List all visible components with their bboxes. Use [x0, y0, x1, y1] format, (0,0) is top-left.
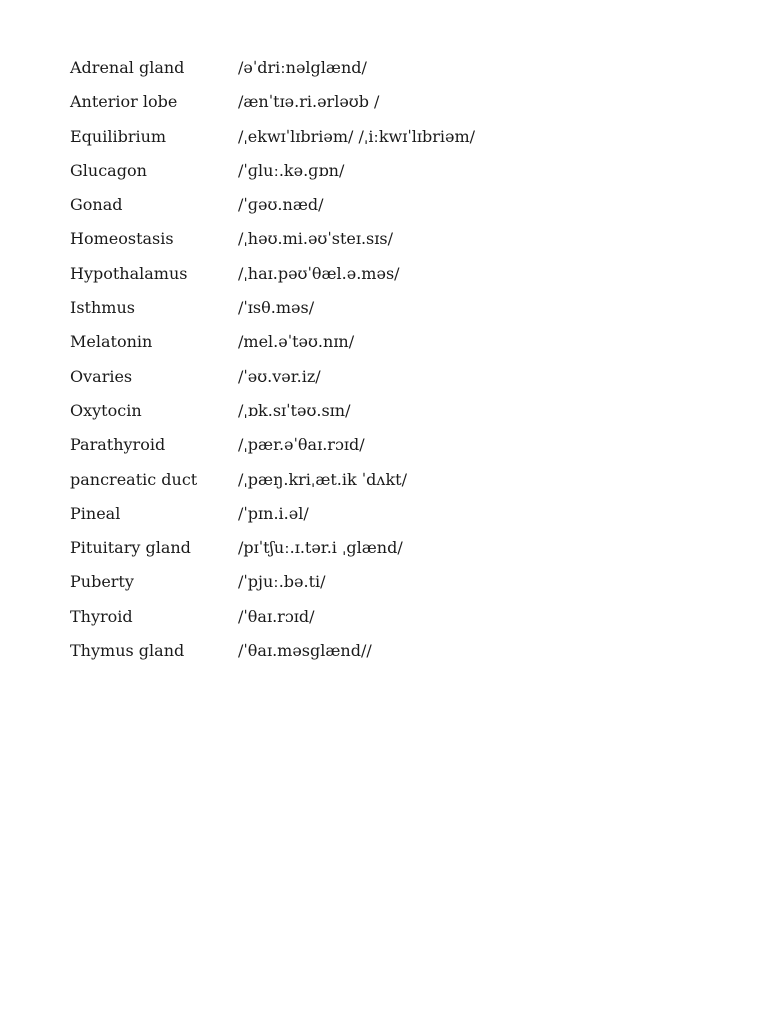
glossary-row [70, 469, 710, 503]
glossary-term: Isthmus [70, 298, 135, 318]
glossary-term: Pineal [70, 503, 121, 523]
glossary-term: Adrenal gland [70, 58, 185, 77]
glossary-pronunciation: /ˈəʊ.vər.iz/ [238, 366, 321, 386]
glossary-row [70, 91, 710, 125]
glossary-pronunciation: /ˈɪsθ.məs/ [238, 298, 315, 318]
glossary-term: Thyroid [70, 606, 133, 626]
glossary-pronunciation: /mel.əˈtəʊ.nɪn/ [238, 332, 355, 352]
pronunciation-glossary [70, 57, 710, 674]
glossary-term: Thymus gland [70, 641, 185, 661]
glossary-pronunciation: /ˈθaɪ.rɔɪd/ [238, 606, 315, 626]
glossary-row [70, 263, 710, 297]
glossary-row [70, 194, 710, 228]
glossary-term: Pituitary gland [70, 538, 191, 558]
glossary-row [70, 400, 710, 434]
glossary-row [70, 537, 710, 571]
glossary-pronunciation: /ˌhəʊ.mi.əʊˈsteɪ.sɪs/ [238, 229, 393, 249]
glossary-row [70, 503, 710, 537]
glossary-row [70, 160, 710, 194]
glossary-pronunciation: /ˈɡəʊ.næd/ [238, 195, 324, 215]
glossary-pronunciation: /ˈpɪn.i.əl/ [238, 503, 309, 523]
glossary-pronunciation: /əˈdriːnəlglænd/ [238, 58, 367, 77]
glossary-pronunciation: /ˈɡluː.kə.ɡɒn/ [238, 160, 345, 180]
glossary-term: Anterior lobe [70, 92, 178, 112]
glossary-pronunciation: /pɪˈtʃuː.ɪ.tər.i ˌglænd/ [238, 538, 403, 558]
glossary-term: Hypothalamus [70, 263, 188, 283]
glossary-term: Ovaries [70, 366, 133, 386]
glossary-row [70, 640, 710, 674]
glossary-term: pancreatic duct [70, 469, 198, 489]
glossary-row [70, 434, 710, 468]
glossary-row [70, 228, 710, 262]
glossary-pronunciation: /ˌekwɪˈlɪbriəm/ /ˌiːkwɪˈlɪbriəm/ [238, 126, 475, 146]
glossary-pronunciation: /ˌpær.əˈθaɪ.rɔɪd/ [238, 435, 365, 455]
glossary-term: Gonad [70, 195, 123, 215]
glossary-pronunciation: /ˈθaɪ.məsglænd// [238, 641, 372, 661]
glossary-term: Glucagon [70, 160, 147, 180]
glossary-term: Melatonin [70, 332, 153, 352]
glossary-pronunciation: /ˈpjuː.bə.ti/ [238, 572, 326, 592]
glossary-term: Homeostasis [70, 229, 174, 249]
glossary-row [70, 297, 710, 331]
glossary-pronunciation: /ˌhaɪ.pəʊˈθæl.ə.məs/ [238, 263, 400, 283]
glossary-row [70, 331, 710, 365]
glossary-pronunciation: /ænˈtɪə.ri.ərləʊb / [238, 92, 380, 112]
glossary-pronunciation: /ˌɒk.sɪˈtəʊ.sɪn/ [238, 400, 351, 420]
glossary-row [70, 126, 710, 160]
glossary-term: Puberty [70, 572, 134, 592]
glossary-row [70, 366, 710, 400]
glossary-row [70, 606, 710, 640]
glossary-pronunciation: /ˌpæŋ.kriˌæt.ik ˈdʌkt/ [238, 469, 407, 489]
glossary-row [70, 57, 710, 91]
glossary-term: Oxytocin [70, 400, 142, 420]
glossary-term: Equilibrium [70, 126, 167, 146]
glossary-row [70, 571, 710, 605]
glossary-term: Parathyroid [70, 435, 166, 455]
